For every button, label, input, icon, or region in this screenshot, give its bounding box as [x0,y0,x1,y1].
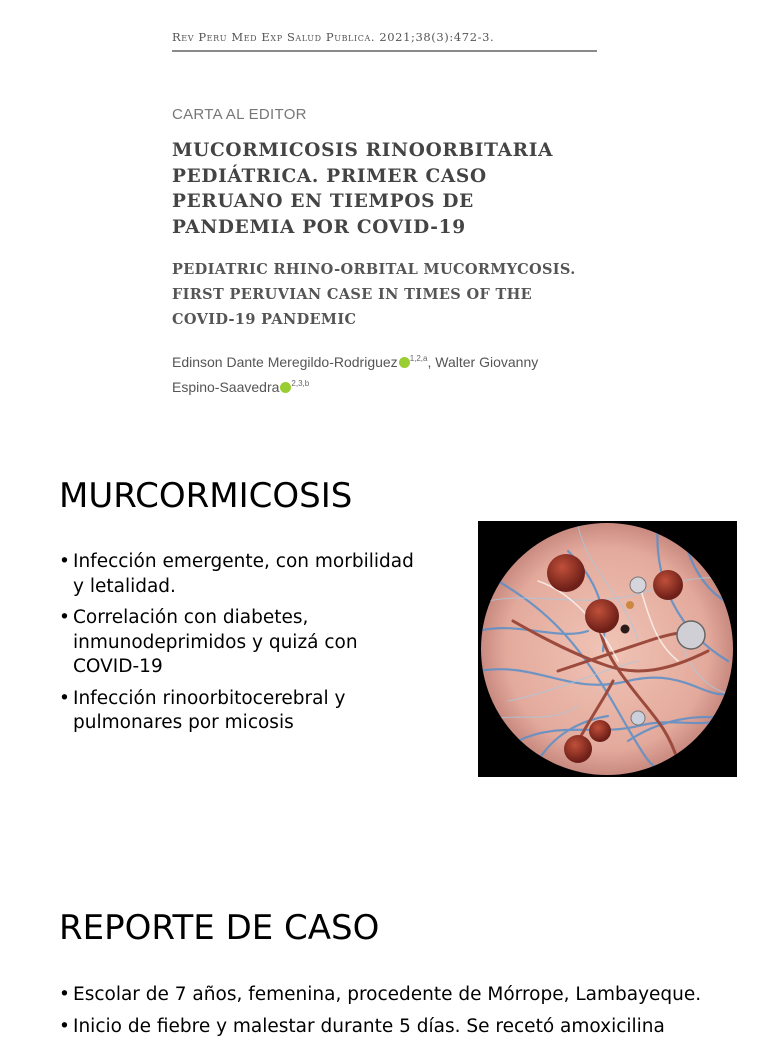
title-es-line: PEDIÁTRICA. PRIMER CASO [172,165,487,187]
bullet-item: • Escolar de 7 años, femenina, procedente de Mórrope, Lambayeque. [59,983,759,1008]
bullet-list [59,983,759,1046]
title-es-line: PANDEMIA POR COVID-19 [172,216,466,238]
bullet-item: • Correlación con diabetes, inmunodeprimidos y quizá con COVID-19 [59,606,419,680]
microscopy-image [478,521,737,777]
section-label: CARTA AL EDITOR [172,106,307,123]
header-rule [172,50,597,52]
slide-title-mucormicosis: MURCORMICOSIS [59,476,353,516]
author-affiliation: 1,2,a [409,354,428,363]
bullet-list [59,550,419,743]
title-en-line: COVID-19 PANDEMIC [172,311,357,328]
article-header [172,30,602,395]
bullet-item: • Inicio de fiebre y malestar durante 5 días. Se recetó amoxicilina [59,1015,759,1040]
orcid-icon[interactable] [280,382,291,393]
author-affiliation: 2,3,b [291,379,310,388]
title-es-line: PERUANO EN TIEMPOS DE [172,191,474,212]
journal-citation: Rev Peru Med Exp Salud Publica. 2021;38(3):472-3. [172,30,495,44]
author-name[interactable]: Espino-Saavedra [172,379,280,395]
title-en-line: FIRST PERUVIAN CASE IN TIMES OF THE [172,286,533,303]
title-es-line: MUCORMICOSIS RINOORBITARIA [172,140,554,161]
author-separator: , Walter Giovanny [427,354,539,370]
bullet-item: • Infección rinoorbitocerebral y pulmonares por micosis [59,687,419,736]
author-name[interactable]: Edinson Dante Meregildo-Rodriguez [172,354,398,370]
microscopy-illustration [478,521,737,777]
slide-title-reporte-de-caso: REPORTE DE CASO [59,908,380,948]
title-en-line: PEDIATRIC RHINO-ORBITAL MUCORMYCOSIS. [172,261,576,278]
author-list [172,348,602,398]
article-title-spanish [172,138,592,240]
orcid-icon[interactable] [399,357,410,368]
bullet-item: • Infección emergente, con morbilidad y letalidad. [59,550,419,599]
article-title-english [172,257,592,332]
